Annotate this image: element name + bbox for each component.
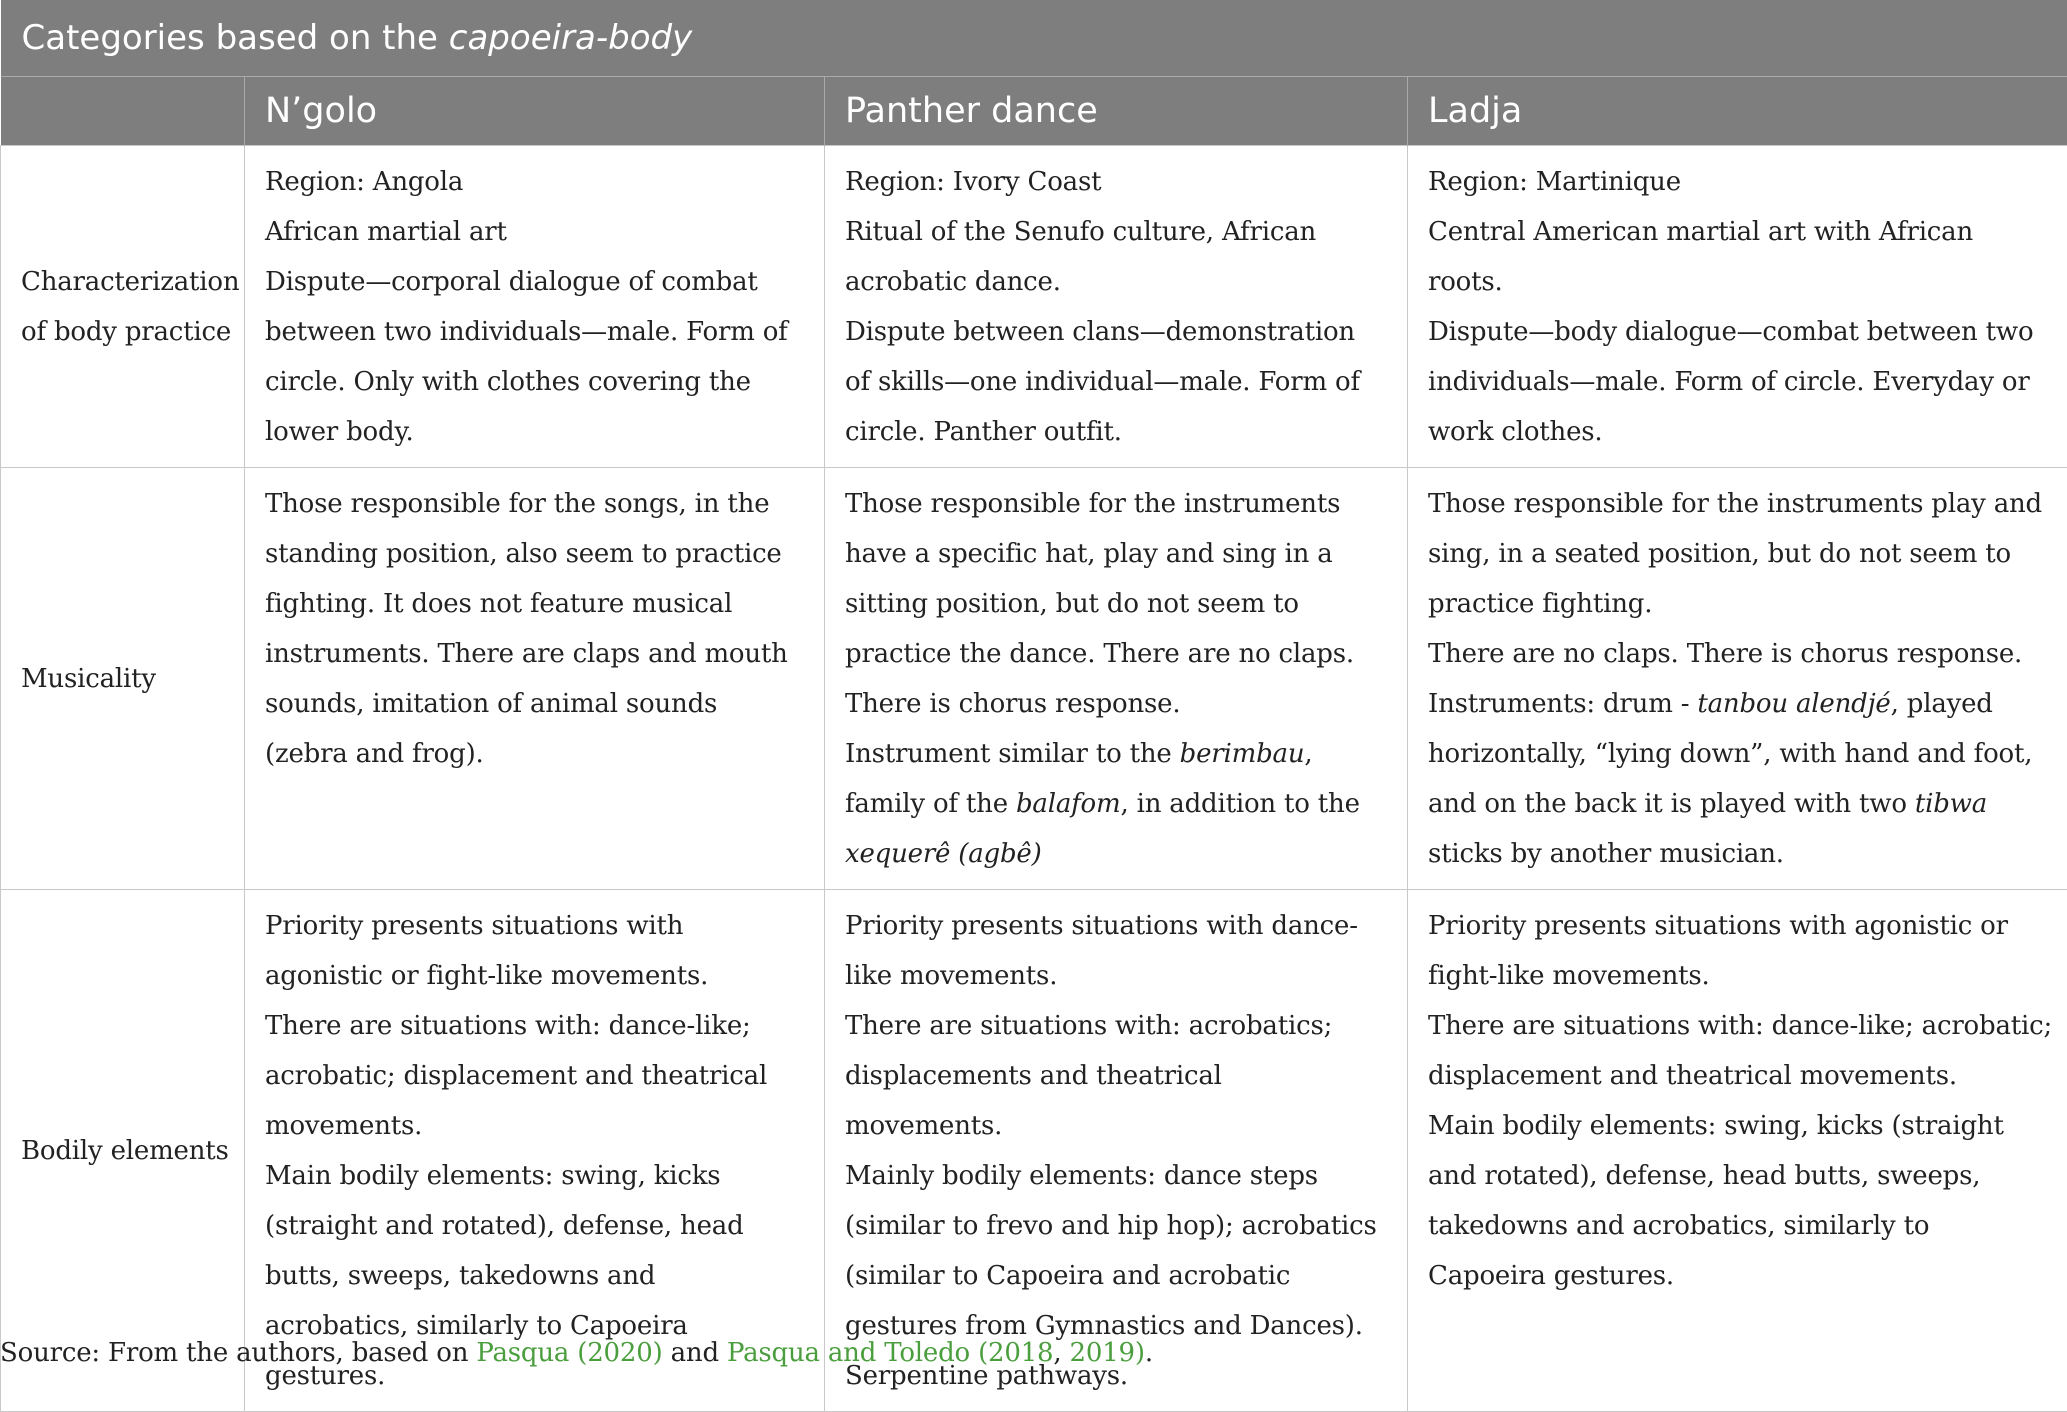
source-text: . — [1145, 1338, 1153, 1368]
cell-text: Main bodily elements: swing, kicks (straight and rotated), defense, head butts, sweeps, takedowns and acrobatics, similarly to Capoeira gestures. — [1428, 1101, 2053, 1301]
header-cell-panther-dance: Panther dance — [825, 77, 1408, 146]
cell-text: Region: Ivory Coast — [845, 157, 1387, 207]
row-label-characterization: Characterization of body practice — [1, 146, 245, 468]
source-note — [0, 1338, 1153, 1368]
cell-text: African martial art — [265, 207, 804, 257]
cell-text-part: , in addition to the — [1120, 789, 1359, 819]
cell-text: There are no claps. There is chorus response. — [1428, 629, 2053, 679]
cell-text: Dispute—corporal dialogue of combat between two individuals—male. Form of circle. Only with clothes covering the lower body. — [265, 257, 804, 457]
cell-text: Central American martial art with African roots. — [1428, 207, 2053, 307]
table-row — [1, 890, 2067, 1412]
cell-text: Ritual of the Senufo culture, African acrobatic dance. — [845, 207, 1387, 307]
cell-text — [845, 729, 1387, 879]
cell-ladja-musicality — [1408, 468, 2067, 890]
cell-text-part: sticks by another musician. — [1428, 839, 1784, 869]
cell-text: Region: Angola — [265, 157, 804, 207]
cell-text-italic: tanbou alendjé — [1697, 689, 1890, 719]
cell-text: Dispute between clans—demonstration of skills—one individual—male. Form of circle. Panther outfit. — [845, 307, 1387, 457]
cell-text: Region: Martinique — [1428, 157, 2053, 207]
cell-text: Main bodily elements: swing, kicks (straight and rotated), defense, head butts, sweeps, takedowns and acrobatics, similarly to Capoeira gestures. — [265, 1151, 804, 1401]
cell-ngolo-musicality — [245, 468, 825, 890]
citation-link-2019[interactable]: 2019) — [1070, 1338, 1145, 1368]
source-prefix: Source: From the authors, based on — [0, 1338, 476, 1368]
cell-text: Priority presents situations with dance-like movements. — [845, 901, 1387, 1001]
row-label-bodily-elements: Bodily elements — [1, 890, 245, 1412]
cell-ngolo-characterization — [245, 146, 825, 468]
header-cell-empty — [1, 77, 245, 146]
cell-panther-bodily — [825, 890, 1408, 1412]
cell-ladja-bodily — [1408, 890, 2067, 1412]
cell-text: Dispute—body dialogue—combat between two individuals—male. Form of circle. Everyday or work clothes. — [1428, 307, 2053, 457]
row-label-musicality: Musicality — [1, 468, 245, 890]
cell-panther-musicality — [825, 468, 1408, 890]
cell-text-italic: tibwa — [1915, 789, 1987, 819]
cell-text: (similar to Capoeira and acrobatic gestures from Gymnastics and Dances). Serpentine pathways. — [845, 1251, 1387, 1401]
cell-text-italic: balafom — [1016, 789, 1121, 819]
cell-text-part: Instrument similar to the — [845, 739, 1180, 769]
table-title-italic: capoeira-body — [449, 18, 692, 58]
header-row — [1, 77, 2067, 146]
citation-link-pasqua-2020[interactable]: Pasqua (2020) — [476, 1338, 662, 1368]
cell-ladja-characterization — [1408, 146, 2067, 468]
cell-text: There are situations with: dance-like; acrobatic; displacement and theatrical movements. — [1428, 1001, 2053, 1101]
cell-text: Those responsible for the instruments have a specific hat, play and sing in a sitting position, but do not seem to practice the dance. There are no claps. There is chorus response. — [845, 479, 1387, 729]
cell-text-part: Instruments: drum - — [1428, 689, 1697, 719]
citation-link-pasqua-toledo-2018[interactable]: Pasqua and Toledo (2018 — [727, 1338, 1053, 1368]
header-cell-ngolo: N’golo — [245, 77, 825, 146]
cell-text-italic: berimbau — [1180, 739, 1305, 769]
cell-text: Those responsible for the songs, in the standing position, also seem to practice fighting. It does not feature musical instruments. There are claps and mouth sounds, imitation of animal sounds (zebra and frog). — [265, 479, 804, 779]
cell-text: Priority presents situations with agonistic or fight-like movements. — [265, 901, 804, 1001]
source-text: , — [1053, 1338, 1069, 1368]
cell-text-part: , family of the — [845, 739, 1312, 819]
cell-text: There are situations with: dance-like; acrobatic; displacement and theatrical movements. — [265, 1001, 804, 1151]
table-title-text: Categories based on the — [22, 18, 449, 58]
cell-text: Mainly bodily elements: dance steps (similar to frevo and hip hop); acrobatics — [845, 1151, 1387, 1251]
cell-panther-characterization — [825, 146, 1408, 468]
source-text: and — [663, 1338, 727, 1368]
cell-text — [1428, 679, 2053, 879]
table-title-row — [1, 0, 2067, 77]
header-cell-ladja: Ladja — [1408, 77, 2067, 146]
table-row — [1, 468, 2067, 890]
table-title — [1, 0, 2067, 77]
cell-text: Priority presents situations with agonistic or fight-like movements. — [1428, 901, 2053, 1001]
cell-text-italic: xequerê (agbê) — [845, 839, 1042, 869]
cell-ngolo-bodily — [245, 890, 825, 1412]
cell-text-part: , played horizontally, “lying down”, with hand and foot, and on the back it is played with two — [1428, 689, 2032, 819]
cell-text: Those responsible for the instruments play and sing, in a seated position, but do not seem to practice fighting. — [1428, 479, 2053, 629]
cell-text: There are situations with: acrobatics; displacements and theatrical movements. — [845, 1001, 1387, 1151]
table-row — [1, 146, 2067, 468]
